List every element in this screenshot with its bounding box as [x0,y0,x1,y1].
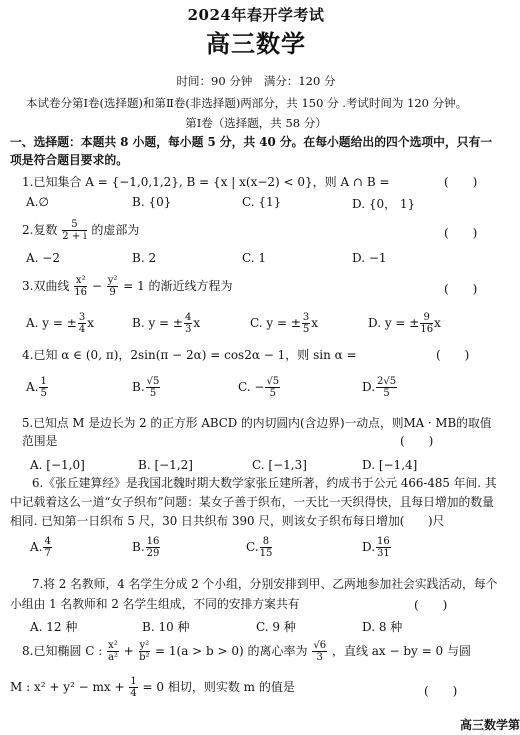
opt-pre: B. y = ± [132,316,183,330]
question-7-option-d: D. 8 种 [362,620,403,634]
exam-title: 2024年春开学考试 [187,6,325,24]
question-6-stem: 6.《张丘建算经》是我国北魏时期大数学家张丘建所著，约成书于公元 466-485 年间. 其中记载着这么一道“女子织布”问题：某女子善于织布，一天比一天织得快，且每日增加的数量相同. 已知第一日织布 5 尺，30 日共织布 390 尺，则该女子织布每日增加( )尺 [10,476,497,528]
opt-pre: A. y = ± [26,316,77,330]
q8-pre: 8.已知椭圆 C : [22,644,103,658]
opt-num: √5 [146,376,160,387]
answer-paren: ( ) [424,684,458,698]
opt-num: 8 [260,536,273,548]
q8-f4-num: 1 [130,676,137,687]
answer-paren: ( ) [436,348,470,362]
q2-fraction [62,219,86,242]
question-6-option-a [30,536,53,559]
opt-frac [376,376,397,399]
question-5-option-d: D. [−1,4] [362,458,418,472]
opt-frac [39,376,47,399]
q8-plus: + [123,644,134,658]
q8-f3-den: 3 [316,652,323,663]
question-1-option-d: D. {0， 1} [352,197,416,211]
question-4-option-a [26,376,49,399]
opt-frac [184,312,192,335]
q8-f3-num: √6 [313,640,327,651]
opt-pre: C. [246,540,259,554]
question-7-option-a: A. 12 种 [30,620,78,634]
opt-den: 29 [146,548,160,559]
q8-line2-post: = 0 相切，则实数 m 的值是 [142,680,295,694]
opt-post: x [434,316,441,330]
opt-post: x [87,316,94,330]
question-4-option-b [132,376,161,399]
opt-pre: C. − [238,380,265,394]
question-4-option-c [238,376,281,399]
opt-num: 9 [420,312,433,324]
question-7-stem: 7.将 2 名教师，4 名学生分成 2 个小组，分别安排到甲、乙两地参加社会实践活动，每个小组由 1 名教师和 2 名学生组成，不同的安排方案共有 [10,577,498,611]
opt-num: 1 [40,376,47,387]
opt-pre: B. [132,540,145,554]
opt-num: 4 [184,312,192,323]
answer-paren: ( ) [444,282,478,296]
opt-frac [302,312,310,335]
opt-num: 3 [302,312,310,323]
question-6-option-b [132,536,161,559]
q3-frac-2 [107,275,119,298]
q3-f1-num: x² [75,275,86,286]
opt-den: 5 [383,388,390,399]
question-7-option-b: B. 10 种 [142,620,190,634]
question-6-option-d [362,536,392,559]
opt-frac [43,536,51,559]
q2-frac-num: 5 [62,219,86,231]
q3-post: = 1 的渐近线方程为 [123,279,233,293]
opt-den: 16 [420,324,434,335]
question-2-option-a: A. −2 [26,251,60,265]
question-6-option-c [246,536,273,559]
opt-post: x [193,316,201,330]
q8-f2-num: y² [139,640,150,651]
opt-pre: A. [30,540,43,554]
question-3-option-d [368,312,441,335]
opt-num: 3 [78,312,86,323]
opt-frac [146,536,161,559]
question-3-option-a [26,312,94,335]
question-5-option-a: A. [−1,0] [30,458,85,472]
answer-paren: ( ) [414,598,448,612]
opt-num: 16 [377,536,390,547]
question-2-option-b: B. 2 [132,251,157,265]
opt-pre: B. [132,380,145,394]
question-4-stem: 4.已知 α ∈ (0, π)，2sin(π − 2α) = cos2α − 1，则 sin α = [22,348,357,362]
q8-f2-den: b² [139,652,150,663]
question-1-option-a: A.∅ [26,195,49,209]
question-3-stem [22,275,233,298]
question-8-stem-line-2 [10,676,295,699]
opt-den: 5 [269,388,276,399]
q8-f4-den: 4 [130,688,137,699]
q8-frac-3 [312,640,327,663]
opt-frac [146,376,161,399]
opt-pre: D. [362,380,376,394]
opt-frac [265,376,280,399]
question-3-option-c [250,312,318,335]
opt-pre: C. y = ± [250,316,301,330]
opt-pre: D. y = ± [368,316,420,330]
q8-line2-pre: M : x² + y² − mx + [10,680,125,694]
opt-den: 5 [40,388,47,399]
question-3-option-b [132,312,200,335]
question-5-stem: 5.已知点 M 是边长为 2 的正方形 ABCD 的内切圆内(含边界)一动点，则MA · MB的取值范围是 [22,416,492,448]
opt-num: √5 [266,376,280,387]
question-1-stem: 1.已知集合 A = {−1,0,1,2}, B = {x | x(x−2) < 0}，则 A ∩ B = [22,175,390,189]
q8-frac-4 [129,676,137,699]
opt-den: 5 [149,388,157,399]
answer-paren: ( ) [444,226,478,240]
q8-f1-den: a² [107,652,118,663]
answer-paren: ( ) [444,175,478,189]
question-1-option-c: C. {1} [242,195,282,209]
q3-pre: 3.双曲线 [22,279,70,293]
opt-den: 15 [259,548,273,559]
q8-f1-num: x² [108,640,118,651]
q3-f2-den: 9 [109,287,116,298]
q3-frac-1 [74,275,87,298]
opt-den: 7 [44,548,51,559]
answer-paren: ( ) [400,434,434,448]
opt-frac [420,312,433,335]
q8-mid: = 1(a > b > 0) 的离心率为 [155,644,308,658]
opt-frac [78,312,86,335]
question-5-option-b: B. [−1,2] [138,458,193,472]
q8-frac-1 [107,640,119,663]
question-2-option-c: C. 1 [242,251,267,265]
opt-num: 16 [146,536,160,547]
opt-pre: A. [26,380,39,394]
opt-den: 4 [78,324,86,335]
opt-num: 4 [44,536,51,547]
q2-post: 的虚部为 [91,223,140,237]
opt-den: 5 [302,324,310,335]
question-4-option-d [362,376,398,399]
q3-f2-num: y² [107,275,118,286]
question-8-stem-line-1 [22,640,471,663]
opt-num: 2√5 [377,376,397,387]
q8-frac-2 [139,640,151,663]
opt-frac [376,536,391,559]
section-heading: 一、选择题：本题共 8 小题，每小题 5 分，共 40 分。在每小题给出的四个选项中，只有一项是符合题目要求的。 [10,135,493,167]
opt-den: 3 [184,324,192,335]
q3-f1-den: 16 [74,287,88,298]
opt-post: x [311,316,319,330]
question-1-option-b: B. {0} [132,195,172,209]
subject-title: 高三数学 [206,30,306,58]
question-5-option-c: C. [−1,3] [252,458,307,472]
question-2-option-d: D. −1 [352,251,387,265]
volume-title: 第Ⅰ卷（选择题，共 58 分） [185,116,327,130]
exam-info: 时间：90 分钟 满分：120 分 [176,74,336,88]
q3-minus: − [91,279,102,293]
q2-frac-den: 2 + i [62,231,87,242]
page-footer: 高三数学第 [459,718,520,732]
exam-intro: 本试卷分第Ⅰ卷(选择题)和第Ⅱ卷(非选择题)两部分，共 150 分 .考试时间为 120 分钟。 [26,96,468,110]
q2-pre: 2.复数 [22,223,58,237]
q8-post: ，直线 ax − by = 0 与圆 [331,644,471,658]
opt-den: 31 [377,548,390,559]
question-2-stem [22,219,139,242]
question-7-option-c: C. 9 种 [256,620,296,634]
opt-pre: D. [362,540,376,554]
opt-frac [260,536,273,559]
